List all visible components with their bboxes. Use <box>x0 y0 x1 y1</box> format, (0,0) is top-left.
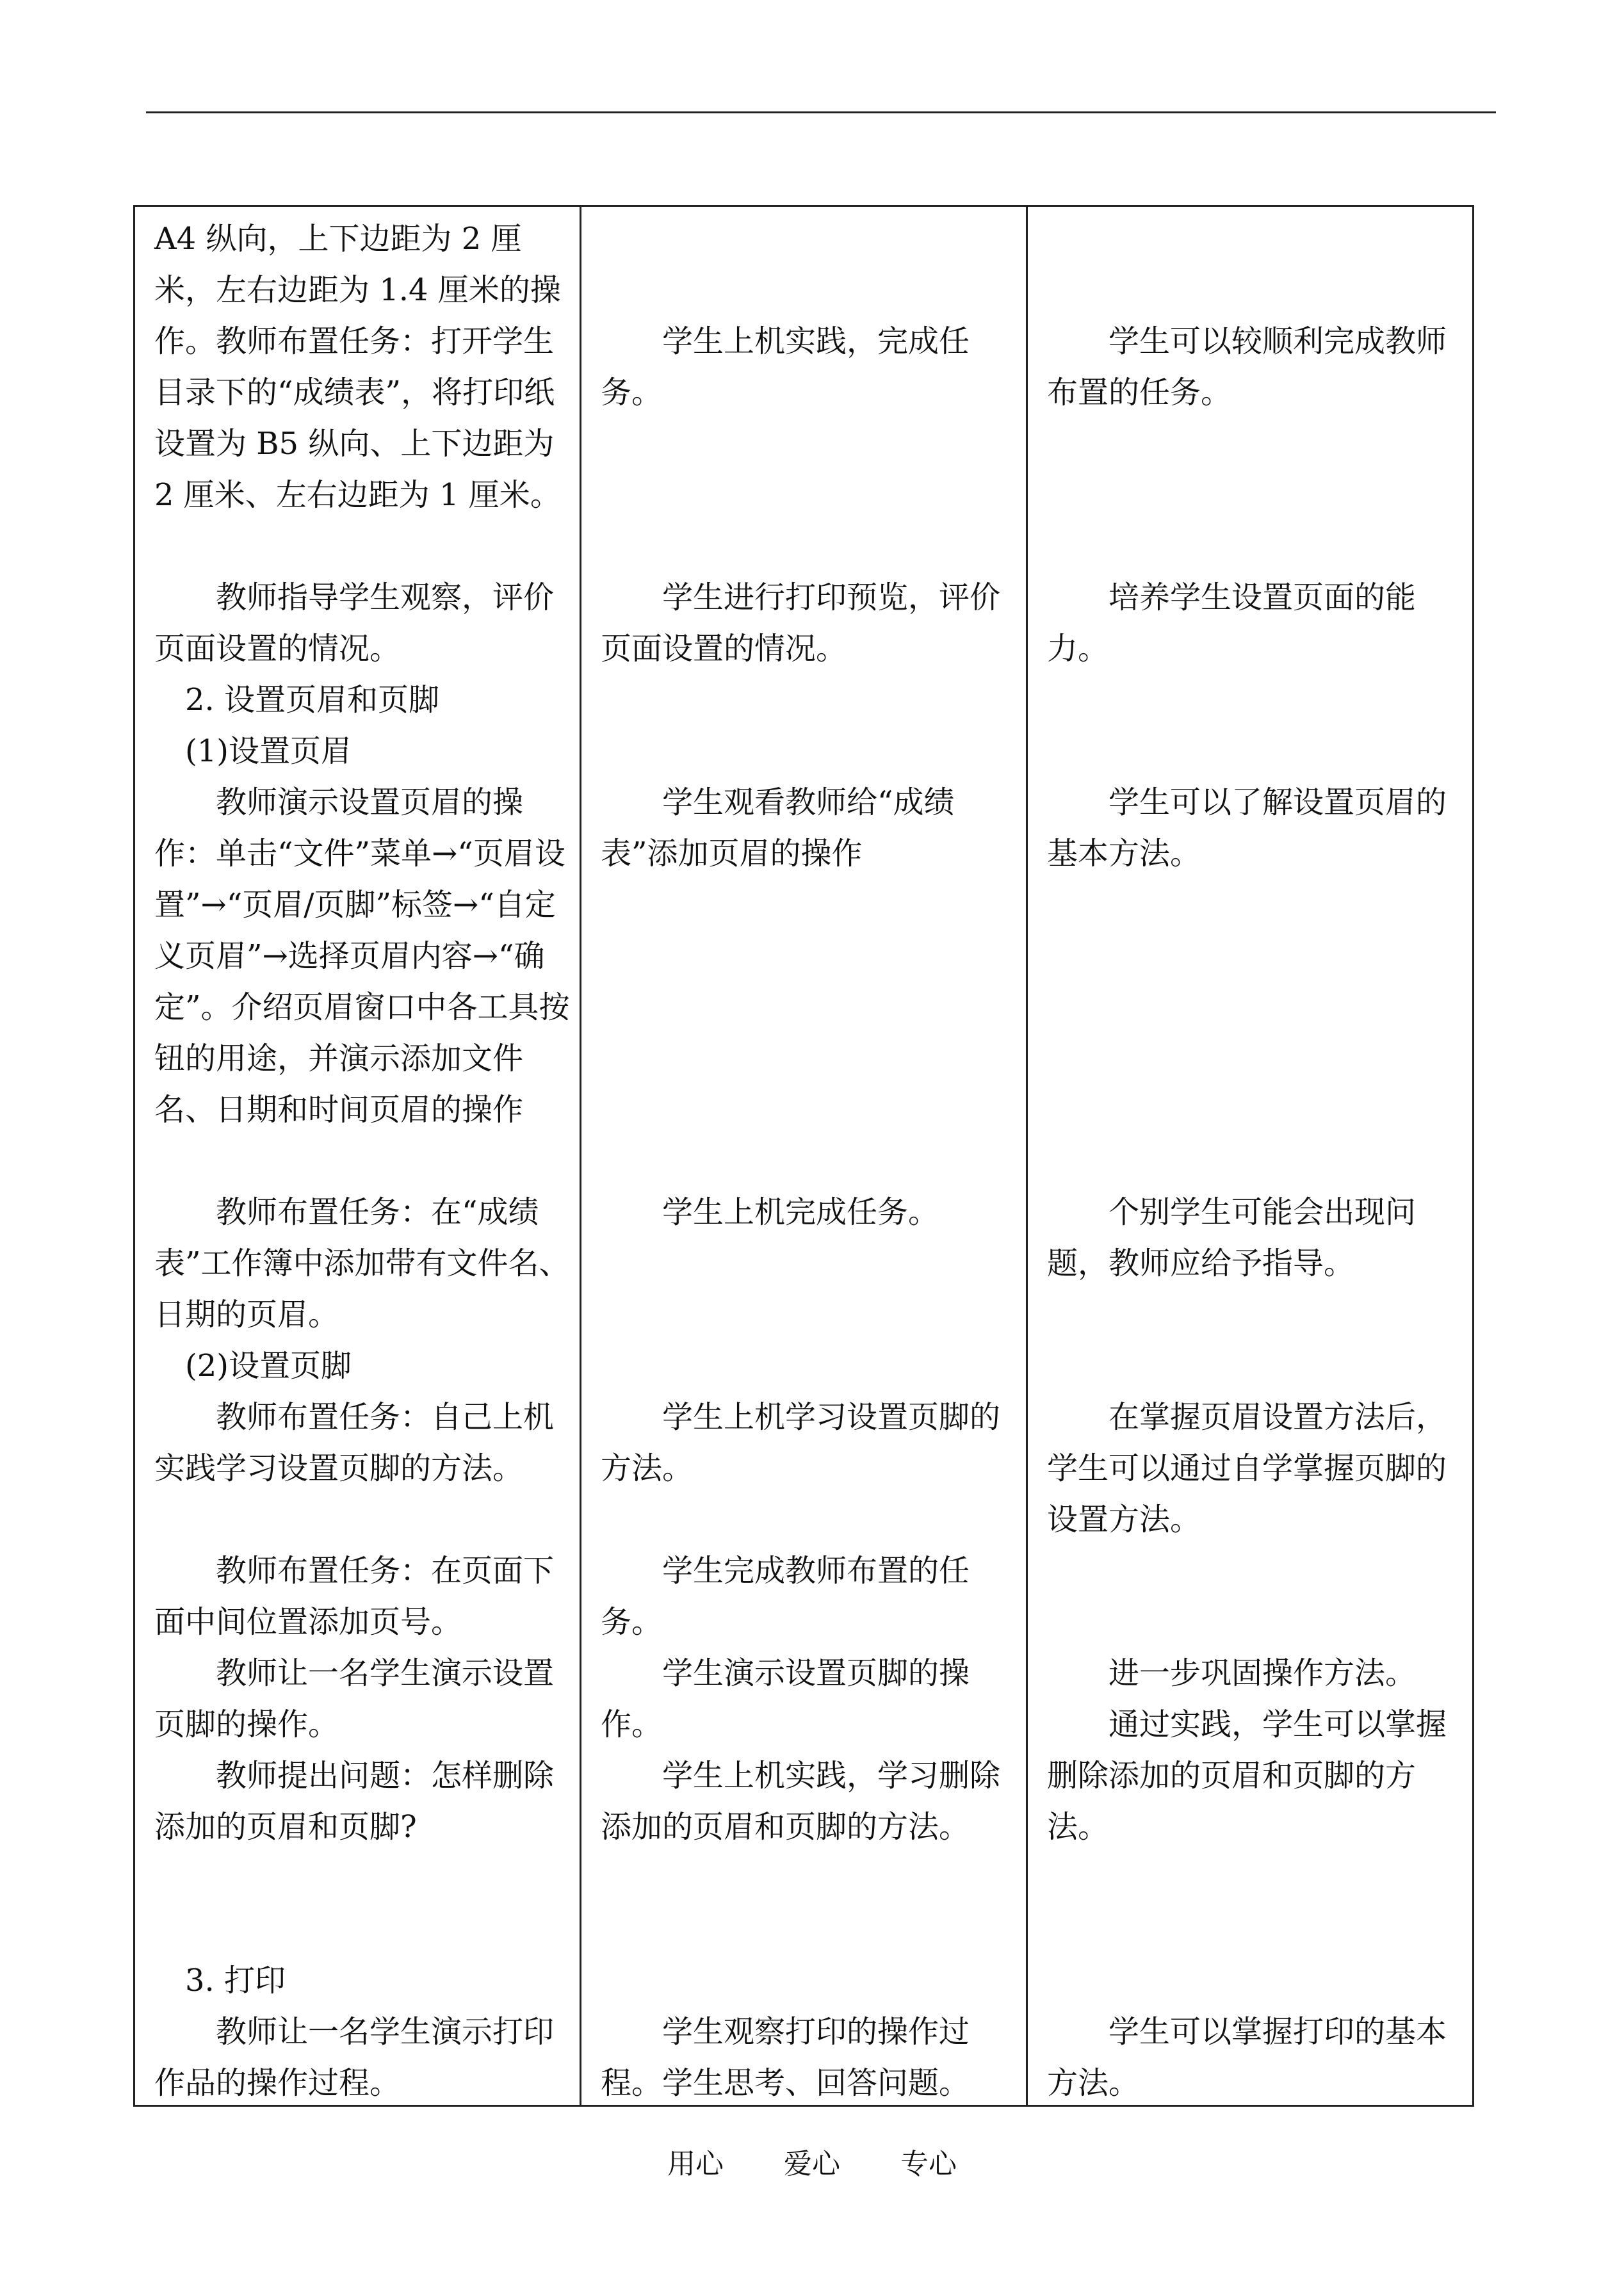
lesson-table <box>133 205 1474 2107</box>
table-cell-text: 学生上机完成任务。 <box>662 1194 939 1230</box>
table-cell-text: 学生上机实践，学习删除添加的页眉和页脚的方法。 <box>601 1758 1001 1845</box>
table-cell-text: 3. 打印 <box>185 1963 286 1999</box>
table-cell-text: 教师让一名学生演示打印作品的操作过程。 <box>154 2014 555 2101</box>
table-cell-text: 培养学生设置页面的能力。 <box>1047 580 1417 667</box>
table-cell-text: 学生上机学习设置页脚的方法。 <box>601 1399 1001 1486</box>
footer-item: 用心 <box>667 2148 724 2180</box>
footer-item: 爱心 <box>784 2148 840 2180</box>
table-column-student-activity <box>581 207 1028 2105</box>
table-cell-text: 个别学生可能会出现问题，教师应给予指导。 <box>1047 1194 1417 1281</box>
table-cell-text: 教师指导学生观察，评价页面设置的情况。 <box>154 580 555 667</box>
page-footer <box>0 2145 1624 2184</box>
table-cell-text: 教师布置任务：自己上机实践学习设置页脚的方法。 <box>154 1399 555 1486</box>
table-cell-text: 学生可以较顺利完成教师布置的任务。 <box>1047 323 1447 410</box>
table-cell-text: 2. 设置页眉和页脚 <box>185 682 440 718</box>
table-cell-text: 教师布置任务：在“成绩表”工作簿中添加带有文件名、日期的页眉。 <box>154 1194 570 1333</box>
table-cell-text: 学生观察打印的操作过程。 <box>601 2014 970 2101</box>
table-cell-text: 学生思考、回答问题。 <box>662 2065 970 2101</box>
table-cell-text: 学生可以了解设置页眉的基本方法。 <box>1047 784 1447 872</box>
table-column-teacher-activity <box>135 207 581 2105</box>
table-cell-text: 学生进行打印预览，评价页面设置的情况。 <box>601 580 1001 667</box>
table-cell-text: 在掌握页眉设置方法后，学生可以通过自学掌握页脚的设置方法。 <box>1047 1399 1447 1537</box>
footer-item: 专心 <box>900 2148 957 2180</box>
table-cell-text: 进一步巩固操作方法。 <box>1108 1655 1417 1691</box>
table-cell-text: 学生完成教师布置的任务。 <box>601 1553 970 1640</box>
table-cell-text: 教师提出问题：怎样删除添加的页眉和页脚? <box>154 1758 555 1845</box>
table-cell-text: 学生演示设置页脚的操作。 <box>601 1655 970 1742</box>
table-cell-text: 学生观看教师给“成绩表”添加页眉的操作 <box>601 784 955 872</box>
table-cell-text: (2)设置页脚 <box>185 1348 352 1384</box>
table-cell-text: A4 纵向，上下边距为 2 厘米，左右边距为 1.4 厘米的操作。 <box>154 221 561 359</box>
header-rule <box>146 111 1496 113</box>
table-cell-text: (1)设置页眉 <box>185 733 352 769</box>
table-column-design-intent <box>1028 207 1472 2105</box>
table-cell-text: 教师布置任务：在页面下面中间位置添加页号。 <box>154 1553 555 1640</box>
table-cell-text: 教师让一名学生演示设置页脚的操作。 <box>154 1655 555 1742</box>
table-cell-text: 学生可以掌握打印的基本方法。 <box>1047 2014 1447 2101</box>
table-cell-text: 通过实践，学生可以掌握删除添加的页眉和页脚的方法。 <box>1047 1707 1447 1845</box>
table-cell-text: 学生上机实践，完成任务。 <box>601 323 970 410</box>
table-cell-text: 教师布置任务：打开学生目录下的“成绩表”，将打印纸设置为 B5 纵向、上下边距为 2 厘米、左右边距为 1 厘米。 <box>154 323 561 513</box>
table-cell-text: 教师演示设置页眉的操作：单击“文件”菜单→“页眉设置”→“页眉/页脚”标签→“自定义页眉”→选择页眉内容→“确定”。介绍页眉窗口中各工具按钮的用途，并演示添加文件名、日期和时间页眉的操作 <box>154 784 570 1128</box>
